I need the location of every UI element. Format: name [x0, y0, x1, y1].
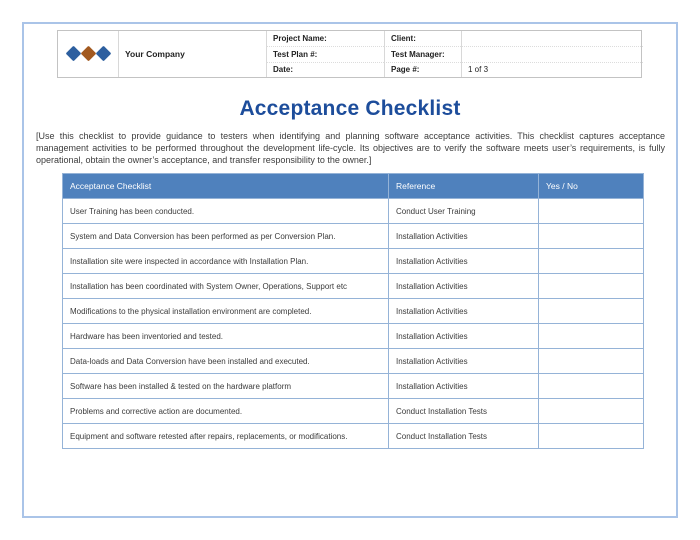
reference-cell: Installation Activities [389, 324, 539, 349]
checklist-item: User Training has been conducted. [63, 199, 389, 224]
yes-no-cell [539, 399, 644, 424]
table-row [63, 224, 644, 249]
column-header-yes-no: Yes / No [539, 174, 644, 199]
diamond-icon [80, 46, 96, 62]
field-label-test-manager: Test Manager: [384, 46, 461, 61]
table-row [63, 249, 644, 274]
document-header-table [57, 30, 642, 78]
page-title: Acceptance Checklist [239, 97, 461, 120]
yes-no-cell [539, 374, 644, 399]
diamond-icon [95, 46, 111, 62]
field-label-project-name: Project Name: [266, 31, 384, 46]
checklist-item: System and Data Conversion has been performed as per Conversion Plan. [63, 224, 389, 249]
yes-no-cell [539, 324, 644, 349]
table-row [63, 399, 644, 424]
checklist-item: Problems and corrective action are documented. [63, 399, 389, 424]
reference-cell: Installation Activities [389, 374, 539, 399]
yes-no-cell [539, 274, 644, 299]
table-row [63, 424, 644, 449]
reference-cell: Installation Activities [389, 349, 539, 374]
checklist-item: Software has been installed & tested on the hardware platform [63, 374, 389, 399]
reference-cell: Installation Activities [389, 299, 539, 324]
reference-cell: Installation Activities [389, 249, 539, 274]
table-row [63, 299, 644, 324]
table-row [63, 199, 644, 224]
field-label-client: Client: [384, 31, 461, 46]
yes-no-cell [539, 249, 644, 274]
field-label-page-number: Page #: [384, 62, 461, 77]
reference-cell: Conduct Installation Tests [389, 399, 539, 424]
company-logo [58, 31, 118, 77]
table-row [63, 274, 644, 299]
reference-cell: Conduct Installation Tests [389, 424, 539, 449]
checklist-item: Modifications to the physical installation environment are completed. [63, 299, 389, 324]
column-header-checklist: Acceptance Checklist [63, 174, 389, 199]
field-value-test-manager [461, 46, 643, 61]
table-row [63, 349, 644, 374]
checklist-item: Hardware has been inventoried and tested. [63, 324, 389, 349]
field-label-date: Date: [266, 62, 384, 77]
yes-no-cell [539, 349, 644, 374]
intro-paragraph: [Use this checklist to provide guidance to testers when identifying and planning software acceptance activities. This checklist captures acceptance management activities to be performed throughout the development life-cycle. Its objectives are to verify the software meets user’s requirements, is fully operational, obtain the owner’s acceptance, and transfer responsibility to the owner.] [36, 131, 665, 165]
checklist-item: Equipment and software retested after repairs, replacements, or modifications. [63, 424, 389, 449]
reference-cell: Conduct User Training [389, 199, 539, 224]
diamond-icon [65, 46, 81, 62]
table-row [63, 324, 644, 349]
reference-cell: Installation Activities [389, 274, 539, 299]
table-row [63, 374, 644, 399]
column-header-reference: Reference [389, 174, 539, 199]
acceptance-checklist-table [62, 173, 644, 449]
yes-no-cell [539, 424, 644, 449]
table-header-row [63, 174, 644, 199]
yes-no-cell [539, 199, 644, 224]
reference-cell: Installation Activities [389, 224, 539, 249]
field-label-test-plan: Test Plan #: [266, 46, 384, 61]
checklist-item: Installation has been coordinated with System Owner, Operations, Support etc [63, 274, 389, 299]
yes-no-cell [539, 299, 644, 324]
checklist-item: Data-loads and Data Conversion have been installed and executed. [63, 349, 389, 374]
field-value-client [461, 31, 643, 46]
field-value-page-number: 1 of 3 [461, 62, 643, 77]
checklist-item: Installation site were inspected in accordance with Installation Plan. [63, 249, 389, 274]
company-name: Your Company [118, 31, 266, 77]
yes-no-cell [539, 224, 644, 249]
